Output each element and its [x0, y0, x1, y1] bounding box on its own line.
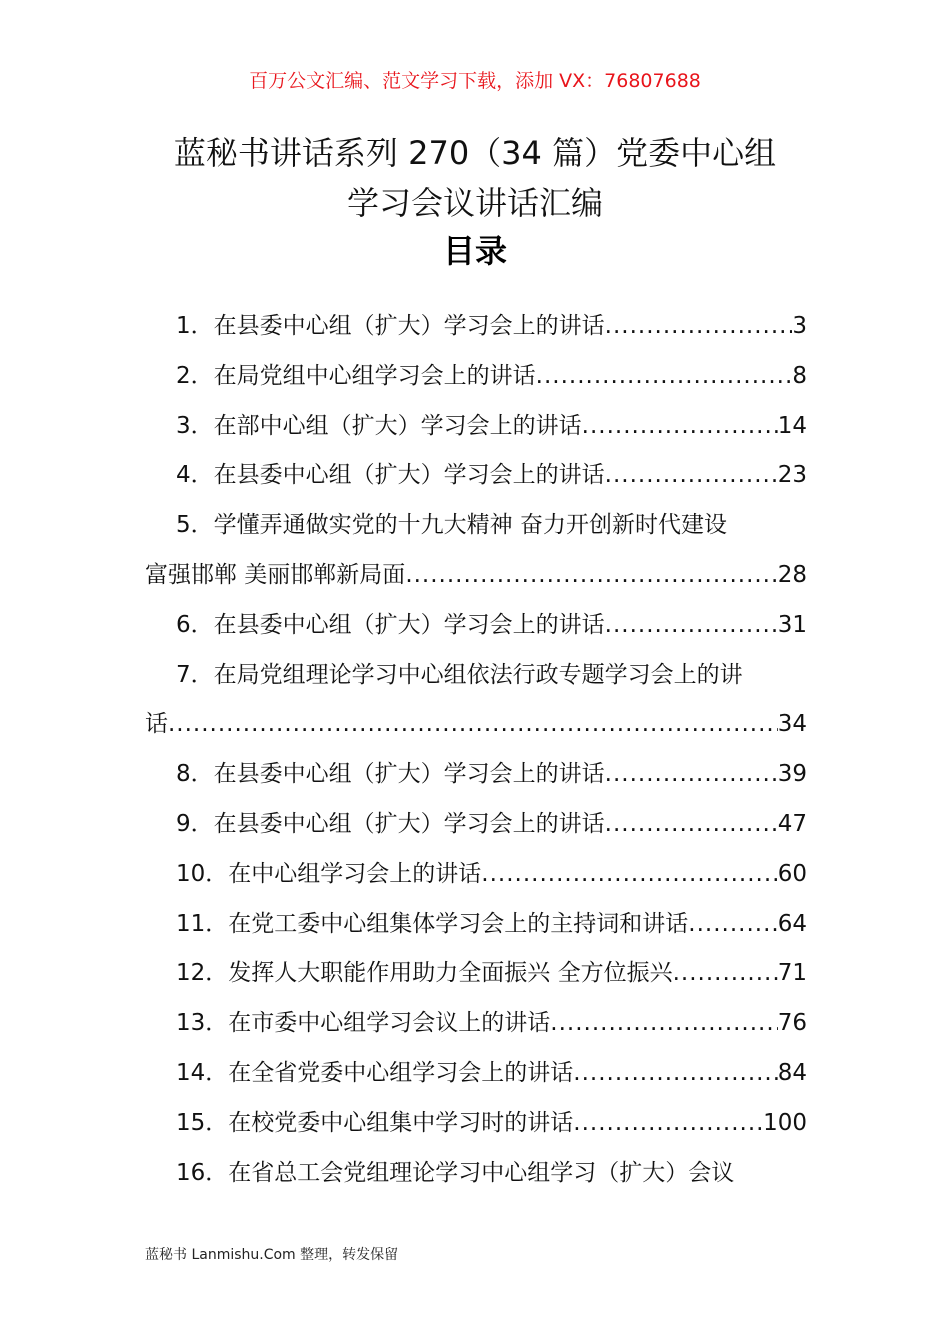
toc-page-number: 23 — [777, 462, 807, 489]
toc-entry-number: 2． — [176, 362, 214, 389]
toc-entry[interactable] — [145, 1099, 807, 1149]
toc-page-number: 100 — [763, 1109, 807, 1136]
promo-banner: 百万公文汇编、范文学习下载，添加 VX：76807688 — [249, 70, 701, 92]
toc-leader-dots — [550, 999, 777, 1049]
toc-entry[interactable] — [145, 1049, 807, 1099]
toc-entry-title: 在县委中心组（扩大）学习会上的讲话 — [213, 761, 605, 788]
toc-leader-dots — [605, 800, 778, 850]
toc-leader-dots — [536, 352, 793, 402]
toc-entry[interactable] — [145, 900, 807, 950]
toc-entry[interactable] — [145, 601, 807, 651]
toc-page-number: 8 — [792, 362, 807, 389]
toc-heading: 目录 — [442, 232, 507, 270]
toc-entry-number: 4． — [176, 462, 214, 489]
document-title-line-1: 蓝秘书讲话系列 270（34 篇）党委中心组 — [173, 134, 777, 172]
toc-leader-dots — [605, 451, 778, 501]
toc-entry-title: 在局党组中心组学习会上的讲话 — [213, 362, 536, 389]
toc-entry-number: 13． — [176, 1010, 229, 1037]
table-of-contents — [145, 302, 807, 1198]
toc-entry-number: 10． — [176, 860, 229, 887]
toc-entry-title: 学懂弄通做实党的十九大精神 奋力开创新时代建设 — [213, 512, 727, 539]
toc-page-number: 84 — [777, 1059, 807, 1086]
toc-entry-number: 7． — [176, 661, 214, 688]
toc-entry-title: 在党工委中心组集体学习会上的主持词和讲话 — [228, 910, 689, 937]
toc-leader-dots — [481, 850, 777, 900]
toc-leader-dots — [673, 949, 778, 999]
toc-entry-title: 在局党组理论学习中心组依法行政专题学习会上的讲 — [213, 661, 743, 688]
toc-page-number: 71 — [777, 960, 807, 987]
toc-entry[interactable] — [145, 949, 807, 999]
toc-leader-dots — [605, 302, 793, 352]
toc-entry-title: 在县委中心组（扩大）学习会上的讲话 — [213, 313, 605, 339]
toc-entry-title: 在县委中心组（扩大）学习会上的讲话 — [213, 611, 605, 638]
toc-entry-number: 11． — [176, 910, 229, 937]
toc-page-number: 31 — [777, 611, 807, 638]
page-footer: 蓝秘书 Lanmishu.Com 整理，转发保留 — [145, 1247, 399, 1263]
toc-page-number: 28 — [777, 561, 807, 588]
toc-leader-dots — [405, 551, 777, 601]
toc-entry[interactable] — [145, 999, 807, 1049]
toc-entry-number: 5． — [176, 512, 214, 539]
toc-page-number: 60 — [777, 860, 807, 887]
toc-entry[interactable] — [145, 800, 807, 850]
toc-entry[interactable] — [145, 302, 807, 352]
toc-entry-number: 3． — [176, 412, 214, 439]
toc-entry[interactable] — [145, 402, 807, 452]
toc-entry[interactable] — [145, 750, 807, 800]
toc-page-number: 64 — [777, 910, 807, 937]
toc-page-number: 14 — [777, 412, 807, 439]
toc-entry-title: 在部中心组（扩大）学习会上的讲话 — [213, 412, 582, 439]
toc-page-number: 47 — [777, 810, 807, 837]
toc-entry-title: 在县委中心组（扩大）学习会上的讲话 — [213, 810, 605, 837]
document-title-line-2: 学习会议讲话汇编 — [346, 184, 603, 222]
toc-leader-dots — [582, 402, 778, 452]
toc-entry[interactable] — [145, 352, 807, 402]
toc-page-number: 76 — [777, 1010, 807, 1037]
toc-entry-number: 9． — [176, 810, 214, 837]
toc-entry-number: 14． — [176, 1059, 229, 1086]
toc-leader-dots — [605, 601, 778, 651]
toc-entry-title: 在中心组学习会上的讲话 — [228, 860, 482, 887]
toc-entry-title: 在市委中心组学习会议上的讲话 — [228, 1010, 551, 1037]
toc-leader-dots — [605, 750, 778, 800]
toc-entry-title-continued: 话 — [145, 711, 168, 738]
toc-leader-dots — [168, 700, 778, 750]
toc-entry[interactable] — [145, 850, 807, 900]
toc-page-number: 39 — [777, 761, 807, 788]
document-title — [0, 128, 950, 228]
toc-page-number: 34 — [777, 711, 807, 738]
toc-entry[interactable] — [145, 651, 807, 751]
toc-entry-title-continued: 富强邯郸 美丽邯郸新局面 — [145, 561, 406, 588]
toc-leader-dots — [573, 1099, 763, 1149]
toc-entry-title: 发挥人大职能作用助力全面振兴 全方位振兴 — [228, 960, 673, 987]
toc-entry-title: 在全省党委中心组学习会上的讲话 — [228, 1059, 574, 1086]
toc-leader-dots — [688, 900, 777, 950]
toc-entry-number: 12． — [176, 960, 229, 987]
toc-entry[interactable] — [145, 1149, 807, 1199]
toc-entry[interactable] — [145, 501, 807, 601]
toc-entry-number: 6． — [176, 611, 214, 638]
toc-entry-number: 1． — [176, 313, 214, 339]
toc-page-number: 3 — [792, 313, 807, 339]
toc-leader-dots — [573, 1049, 777, 1099]
toc-entry[interactable] — [145, 451, 807, 501]
toc-entry-title: 在县委中心组（扩大）学习会上的讲话 — [213, 462, 605, 489]
toc-entry-number: 8． — [176, 761, 214, 788]
toc-entry-number: 16． — [176, 1159, 229, 1186]
toc-entry-title: 在校党委中心组集中学习时的讲话 — [228, 1109, 574, 1136]
toc-entry-number: 15． — [176, 1109, 229, 1136]
toc-entry-title: 在省总工会党组理论学习中心组学习（扩大）会议 — [228, 1159, 735, 1186]
